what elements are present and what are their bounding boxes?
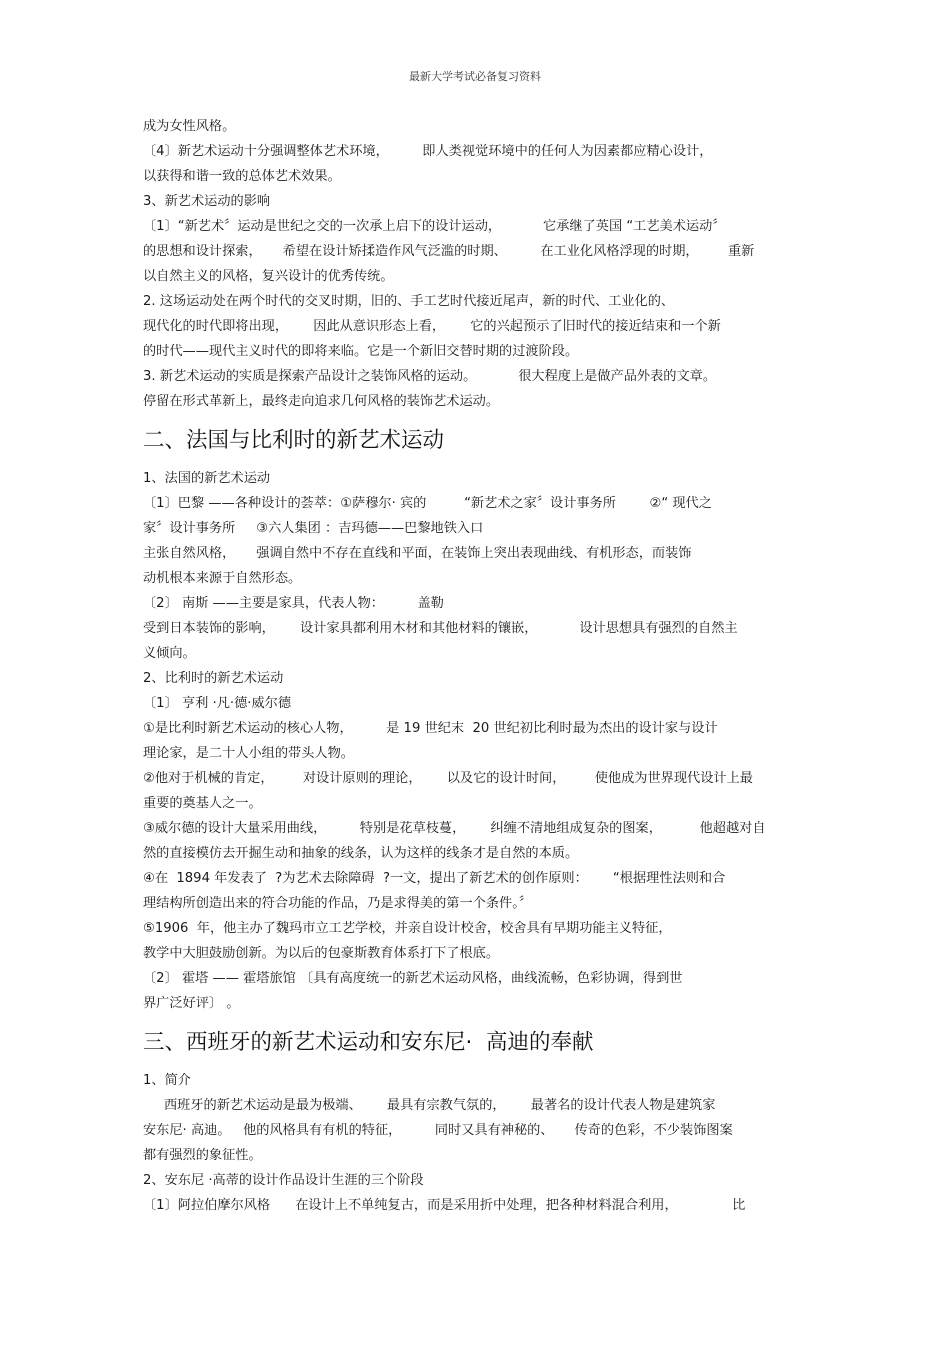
text-line: 重要的奠基人之一。 — [143, 796, 262, 811]
text-line: 家〞设计事务所 ③六人集团 ：吉玛德——巴黎地铁入口 — [143, 521, 484, 536]
text-line: 2. 这场运动处在两个时代的交叉时期，旧的、手工艺时代接近尾声，新的时代、工业化的、 — [143, 294, 675, 309]
text-line: 现代化的时代即将出现， 因此从意识形态上看， 它的兴起预示了旧时代的接近结束和一个新 — [143, 319, 721, 334]
text-line: 的时代——现代主义时代的即将来临。它是一个新旧交替时期的过渡阶段。 — [143, 344, 579, 359]
text-line: 动机根本来源于自然形态。 — [143, 571, 302, 586]
text-line: 都有强烈的象征性。 — [143, 1148, 262, 1163]
text-line: 2、比利时的新艺术运动 — [143, 671, 284, 686]
text-line: 界广泛好评〕 。 — [143, 996, 240, 1011]
text-line: ③威尔德的设计大量采用曲线， 特别是花草枝蔓， 纠缠不清地组成复杂的图案， 他超越对自 — [143, 821, 766, 836]
text-line: 受到日本装饰的影响， 设计家具都利用木材和其他材料的镶嵌， 设计思想具有强烈的自然主 — [143, 621, 738, 636]
text-line: 教学中大胆鼓励创新。为以后的包豪斯教育体系打下了根底。 — [143, 946, 500, 961]
text-line: 理结构所创造出来的符合功能的作品，乃是求得美的第一个条件。〞 — [143, 896, 533, 911]
text-line: ②他对于机械的肯定， 对设计原则的理论， 以及它的设计时间， 使他成为世界现代设计上最 — [143, 771, 753, 786]
text-line: 3、新艺术运动的影响 — [143, 194, 271, 209]
text-line: 以自然主义的风格，复兴设计的优秀传统。 — [143, 269, 394, 284]
text-line: ④在 1894 年发表了 ?为艺术去除障碍 ?一文，提出了新艺术的创作原则： “根据理性法则和合 — [143, 871, 726, 886]
text-line: 的思想和设计探索， 希望在设计矫揉造作风气泛滥的时期、 在工业化风格浮现的时期， 重新 — [143, 244, 755, 259]
text-line: 以获得和谐一致的总体艺术效果。 — [143, 169, 341, 184]
text-line: 停留在形式革新上，最终走向追求几何风格的装饰艺术运动。 — [143, 394, 500, 409]
text-line: 主张自然风格， 强调自然中不存在直线和平面，在装饰上突出表现曲线、有机形态，而装饰 — [143, 546, 692, 561]
text-line: ⑤1906 年，他主办了魏玛市立工艺学校，并亲自设计校舍，校舍具有早期功能主义特征， — [143, 921, 672, 936]
text-line: 安东尼· 高迪。 他的风格具有有机的特征， 同时又具有神秘的、 传奇的色彩，不少装饰图案 — [143, 1123, 733, 1138]
text-line: 1、法国的新艺术运动 — [143, 471, 271, 486]
text-line: 3. 新艺术运动的实质是探索产品设计之装饰风格的运动。 很大程度上是做产品外表的文章。 — [143, 369, 717, 384]
text-line: 〔1〕阿拉伯摩尔风格 在设计上不单纯复古，而是采用折中处理，把各种材料混合利用， 比 — [143, 1198, 746, 1213]
text-line: 〔2〕 南斯 ——主要是家具，代表人物： 盖勒 — [143, 596, 444, 611]
text-line: 然的直接模仿去开掘生动和抽象的线条，认为这样的线条才是自然的本质。 — [143, 846, 579, 861]
text-line: 理论家，是二十人小组的带头人物。 — [143, 746, 354, 761]
section-paragraphs-1 — [143, 114, 813, 414]
document-body — [143, 114, 813, 1218]
text-line: 〔1〕巴黎 ——各种设计的荟萃：①萨穆尔· 宾的 “新艺术之家〞设计事务所 ②“ 现代之 — [143, 496, 712, 511]
text-line: 〔1〕 亨利 ·凡·德·威尔德 — [143, 696, 292, 711]
section-paragraphs-2 — [143, 466, 813, 1016]
text-line: 〔1〕“新艺术〞运动是世纪之交的一次承上启下的设计运动， 它承继了英国 “工艺美术运动〞 — [143, 219, 726, 234]
section-heading-spain-gaudi: 三、西班牙的新艺术运动和安东尼· 高迪的奉献 — [143, 1030, 594, 1055]
text-line: 义倾向。 — [143, 646, 196, 661]
text-line: 〔2〕 霍塔 —— 霍塔旅馆 〔具有高度统一的新艺术运动风格，曲线流畅，色彩协调，得到世 — [143, 971, 683, 986]
text-line: ①是比利时新艺术运动的核心人物， 是 19 世纪末 20 世纪初比利时最为杰出的设计家与设计 — [143, 721, 718, 736]
page-header: 最新大学考试必备复习资料 — [409, 70, 541, 83]
text-line: 〔4〕新艺术运动十分强调整体艺术环境， 即人类视觉环境中的任何人为因素都应精心设计， — [143, 144, 713, 159]
section-paragraphs-3 — [143, 1068, 813, 1218]
text-line: 成为女性风格。 — [143, 119, 236, 134]
text-line: 西班牙的新艺术运动是最为极端、 最具有宗教气氛的， 最著名的设计代表人物是建筑家 — [143, 1098, 716, 1113]
text-line: 2、安东尼 ·高蒂的设计作品设计生涯的三个阶段 — [143, 1173, 424, 1188]
text-line: 1、简介 — [143, 1073, 191, 1088]
section-heading-france-belgium: 二、法国与比利时的新艺术运动 — [143, 428, 445, 453]
